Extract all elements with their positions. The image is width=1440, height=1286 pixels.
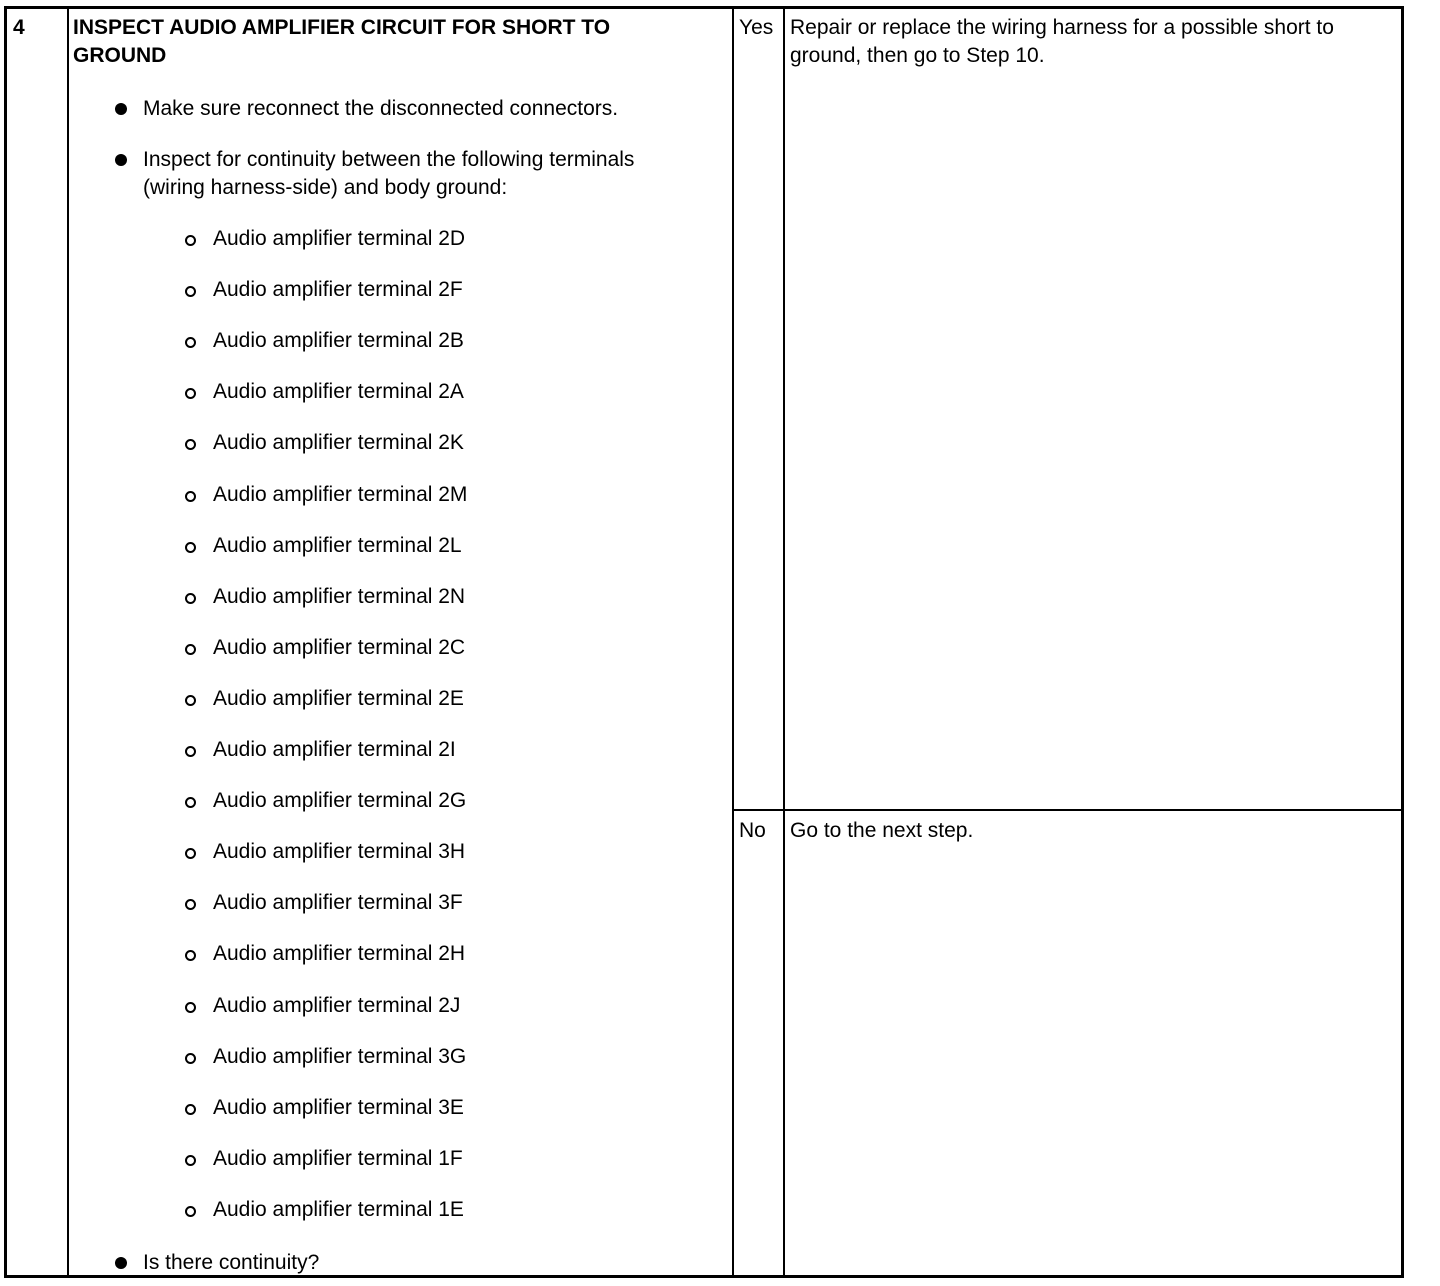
terminal-label: Audio amplifier terminal 2H <box>213 942 466 966</box>
terminal-list-item <box>7 327 507 378</box>
terminal-list-item <box>7 378 507 429</box>
terminal-label: Audio amplifier terminal 2J <box>213 993 461 1017</box>
instruction-reconnect: Make sure reconnect the disconnected connectors. <box>143 97 619 120</box>
terminal-label: Audio amplifier terminal 3E <box>213 1095 464 1119</box>
circle-bullet-icon <box>185 593 196 604</box>
circle-bullet-icon <box>185 797 196 808</box>
circle-bullet-icon <box>185 286 196 297</box>
terminal-label: Audio amplifier terminal 2D <box>213 227 466 250</box>
circle-bullet-icon <box>185 542 196 553</box>
circle-bullet-icon <box>185 848 196 859</box>
terminal-list-item <box>7 1145 507 1196</box>
terminal-label: Audio amplifier terminal 3H <box>213 840 466 864</box>
terminal-label: Audio amplifier terminal 2F <box>213 278 463 302</box>
terminal-label: Audio amplifier terminal 2G <box>213 789 467 813</box>
terminal-label: Audio amplifier terminal 2M <box>213 482 468 506</box>
circle-bullet-icon <box>185 644 196 655</box>
terminal-list-item <box>7 736 507 787</box>
step-number: 4 <box>13 16 25 39</box>
terminal-list-item <box>7 1196 507 1247</box>
terminal-list-item <box>7 481 507 532</box>
terminal-label: Audio amplifier terminal 2L <box>213 533 462 557</box>
circle-bullet-icon <box>185 388 196 399</box>
column-divider <box>732 9 734 1275</box>
terminal-list-item <box>7 583 507 634</box>
row-divider <box>732 809 1401 811</box>
terminal-list-item <box>7 992 507 1043</box>
yes-label: Yes <box>739 16 774 39</box>
terminal-list-item <box>7 1043 507 1094</box>
terminal-label: Audio amplifier terminal 2I <box>213 738 456 761</box>
terminal-list-item <box>7 1094 507 1145</box>
bullet-icon <box>115 103 127 115</box>
terminal-list-item <box>7 889 507 940</box>
terminal-list-item <box>7 225 507 276</box>
diagnostic-step-table <box>4 6 1404 1278</box>
circle-bullet-icon <box>185 235 196 246</box>
terminal-label: Audio amplifier terminal 1F <box>213 1146 463 1170</box>
circle-bullet-icon <box>185 1206 196 1217</box>
circle-bullet-icon <box>185 1053 196 1064</box>
no-action: Go to the next step. <box>790 819 974 842</box>
bullet-icon <box>115 154 127 166</box>
yes-action-line-1: Repair or replace the wiring harness for a possible short to <box>790 16 1334 39</box>
terminal-list-item <box>7 787 507 838</box>
yes-action-line-2: ground, then go to Step 10. <box>790 44 1045 67</box>
terminal-label: Audio amplifier terminal 2N <box>213 584 466 608</box>
instruction-inspect-line-2: (wiring harness-side) and body ground: <box>143 176 508 199</box>
terminal-list-item <box>7 940 507 991</box>
step-title-line-1: INSPECT AUDIO AMPLIFIER CIRCUIT FOR SHORT TO <box>73 16 611 39</box>
terminal-label: Audio amplifier terminal 3G <box>213 1044 467 1068</box>
instruction-inspect-line-1: Inspect for continuity between the following terminals <box>143 148 635 171</box>
terminal-label: Audio amplifier terminal 2A <box>213 380 464 404</box>
terminal-label: Audio amplifier terminal 2E <box>213 686 464 710</box>
step-title-line-2: GROUND <box>73 44 167 67</box>
circle-bullet-icon <box>185 337 196 348</box>
circle-bullet-icon <box>185 950 196 961</box>
terminal-label: Audio amplifier terminal 2B <box>213 329 464 353</box>
terminal-list-item <box>7 838 507 889</box>
circle-bullet-icon <box>185 1155 196 1166</box>
terminal-list-item <box>7 634 507 685</box>
terminal-list-item <box>7 685 507 736</box>
circle-bullet-icon <box>185 746 196 757</box>
column-divider <box>783 9 785 1275</box>
circle-bullet-icon <box>185 1104 196 1115</box>
terminal-list-item <box>7 429 507 480</box>
terminal-label: Audio amplifier terminal 1E <box>213 1197 464 1221</box>
circle-bullet-icon <box>185 899 196 910</box>
terminal-list-item <box>7 276 507 327</box>
circle-bullet-icon <box>185 491 196 502</box>
circle-bullet-icon <box>185 439 196 450</box>
terminal-label: Audio amplifier terminal 2C <box>213 635 466 659</box>
terminal-label: Audio amplifier terminal 3F <box>213 891 463 915</box>
circle-bullet-icon <box>185 1002 196 1013</box>
question-continuity: Is there continuity? <box>143 1251 320 1274</box>
no-label: No <box>739 819 766 842</box>
terminal-list-item <box>7 532 507 583</box>
circle-bullet-icon <box>185 695 196 706</box>
terminal-label: Audio amplifier terminal 2K <box>213 431 464 455</box>
bullet-icon <box>115 1257 127 1269</box>
